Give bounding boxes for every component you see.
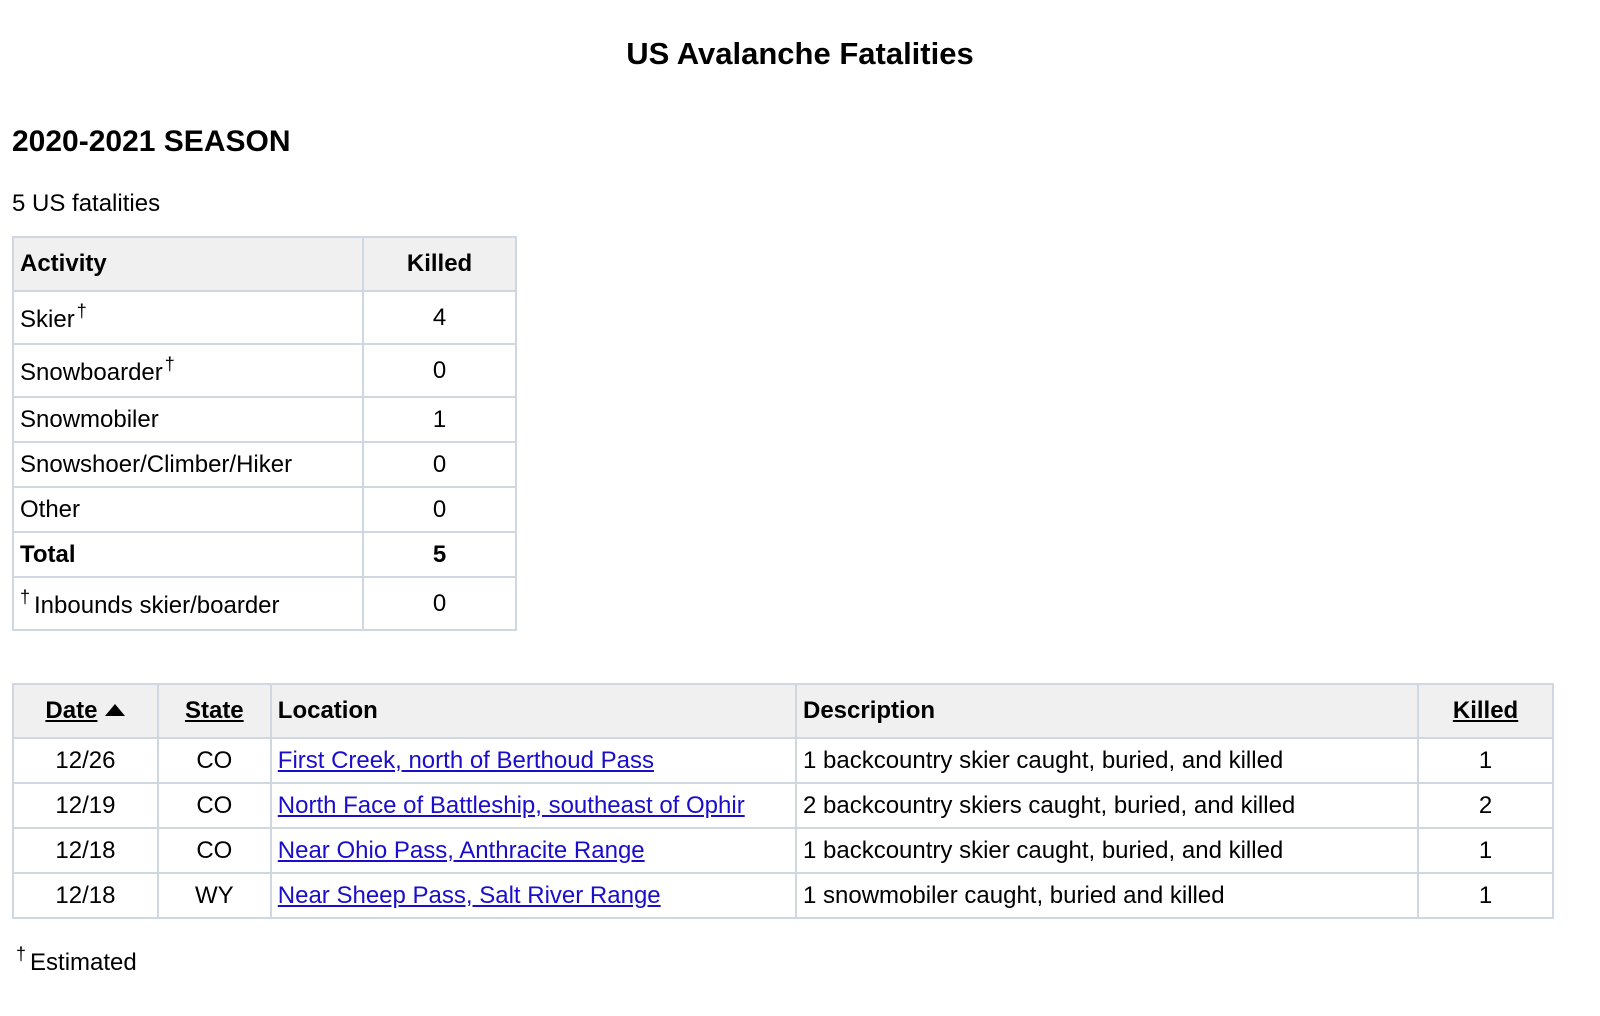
incident-table: [12, 683, 1554, 919]
killed-cell: 0: [363, 577, 516, 630]
dagger-marker: †: [164, 354, 175, 374]
state-column-header[interactable]: [158, 684, 271, 738]
activity-cell: † Inbounds skier/boarder: [13, 577, 363, 630]
location-link[interactable]: Near Ohio Pass, Anthracite Range: [277, 836, 645, 864]
dagger-marker: †: [16, 944, 27, 964]
description-cell: 1 backcountry skier caught, buried, and killed: [796, 738, 1418, 783]
activity-summary-table: [12, 236, 517, 631]
page-title: US Avalanche Fatalities: [626, 36, 974, 71]
state-cell: CO: [158, 828, 271, 873]
state-sort-link[interactable]: State: [184, 697, 244, 724]
location-link[interactable]: North Face of Battleship, southeast of Ophir: [277, 791, 745, 819]
summary-header-row: [13, 237, 516, 291]
date-sort-link[interactable]: Date: [45, 697, 98, 724]
killed-cell: 0: [363, 344, 516, 397]
state-cell: CO: [158, 738, 271, 783]
activity-cell: Snowboarder †: [13, 344, 363, 397]
location-link[interactable]: First Creek, north of Berthoud Pass: [277, 746, 654, 774]
description-cell: 1 backcountry skier caught, buried, and killed: [796, 828, 1418, 873]
state-cell: WY: [158, 873, 271, 918]
killed-cell: 1: [1418, 738, 1553, 783]
summary-row-inbounds: [13, 577, 516, 630]
total-label: Total: [13, 532, 363, 577]
date-cell: 12/26: [13, 738, 158, 783]
killed-cell: 4: [363, 291, 516, 344]
state-cell: CO: [158, 783, 271, 828]
sort-up-triangle-icon[interactable]: [105, 704, 125, 716]
table-row: [13, 738, 1553, 783]
killed-cell: 0: [363, 487, 516, 532]
estimated-footnote: [16, 936, 137, 981]
date-cell: 12/19: [13, 783, 158, 828]
killed-sort-link[interactable]: Killed: [1452, 697, 1519, 724]
activity-column-header: Activity: [13, 237, 363, 291]
description-column-header: Description: [796, 684, 1418, 738]
description-cell: 1 snowmobiler caught, buried and killed: [796, 873, 1418, 918]
killed-cell: 0: [363, 442, 516, 487]
location-cell: [271, 738, 796, 783]
description-cell: 2 backcountry skiers caught, buried, and killed: [796, 783, 1418, 828]
killed-cell: 1: [1418, 828, 1553, 873]
date-column-header[interactable]: [13, 684, 158, 738]
table-row: [13, 873, 1553, 918]
date-cell: 12/18: [13, 828, 158, 873]
summary-row-total: [13, 532, 516, 577]
location-cell: [271, 783, 796, 828]
footnote-text: Estimated: [30, 949, 137, 976]
table-row: [13, 828, 1553, 873]
killed-column-header: Killed: [363, 237, 516, 291]
incident-header-row: [13, 684, 1553, 738]
activity-cell: Snowshoer/Climber/Hiker: [13, 442, 363, 487]
total-killed: 5: [363, 532, 516, 577]
location-cell: [271, 828, 796, 873]
killed-column-header[interactable]: [1418, 684, 1553, 738]
season-heading: 2020-2021 SEASON: [12, 125, 291, 158]
dagger-marker: †: [20, 587, 31, 607]
killed-cell: 1: [1418, 873, 1553, 918]
killed-cell: 1: [363, 397, 516, 442]
dagger-marker: †: [76, 301, 87, 321]
location-cell: [271, 873, 796, 918]
activity-cell: Skier †: [13, 291, 363, 344]
summary-row-snowmobiler: [13, 397, 516, 442]
activity-cell: Snowmobiler: [13, 397, 363, 442]
killed-cell: 2: [1418, 783, 1553, 828]
date-cell: 12/18: [13, 873, 158, 918]
summary-row-snowshoer: [13, 442, 516, 487]
fatality-summary: 5 US fatalities: [12, 190, 161, 217]
activity-cell: Other: [13, 487, 363, 532]
summary-row-skier: [13, 291, 516, 344]
table-row: [13, 783, 1553, 828]
summary-row-snowboarder: [13, 344, 516, 397]
location-link[interactable]: Near Sheep Pass, Salt River Range: [277, 881, 661, 909]
location-column-header: Location: [271, 684, 796, 738]
summary-row-other: [13, 487, 516, 532]
